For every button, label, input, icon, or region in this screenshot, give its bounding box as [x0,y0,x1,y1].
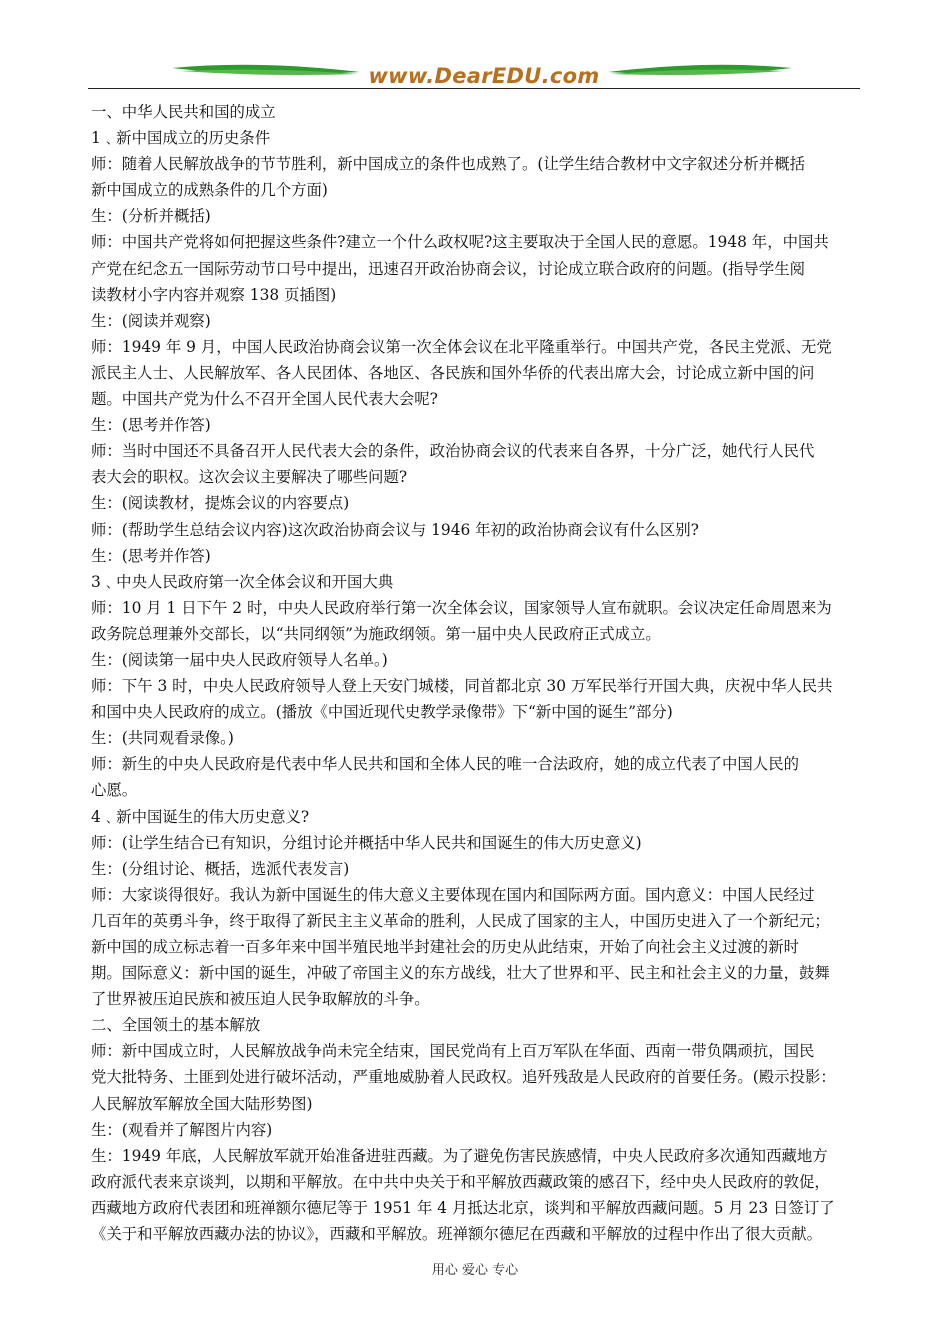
text-line: 心愿。 [91,781,138,800]
text-line: 表大会的职权。这次会议主要解决了哪些问题? [91,468,408,487]
text-line: 《关于和平解放西藏办法的协议》，西藏和平解放。班禅额尔德尼在西藏和平解放的过程中作出了很大贡献。 [91,1225,823,1244]
subheading-4: 4﹑新中国诞生的伟大历史意义? [91,807,310,826]
text-line: 生：(观看并了解图片内容) [91,1120,273,1139]
text-line: 生：(思考并作答) [91,416,211,435]
text-line: 党大批特务、土匪到处进行破坏活动，严重地威胁着人民政权。追歼残敌是人民政府的首要任务。(殿示投影： [91,1068,836,1087]
text-line: 师：随着人民解放战争的节节胜利，新中国成立的条件也成熟了。(让学生结合教材中文字叙述分析并概括 [91,155,805,174]
section-heading-2: 二、全国领土的基本解放 [91,1016,261,1035]
text-line: 派民主人士、人民解放军、各人民团体、各地区、各民族和国外华侨的代表出席大会，讨论成立新中国的问 [91,363,815,382]
text-line: 生：1949 年底，人民解放军就开始准备进驻西藏。为了避免伤害民族感情，中央人民政府多次通知西藏地方 [91,1146,828,1165]
section-heading-1: 一、中华人民共和国的成立 [91,103,276,121]
text-line: 生：(思考并作答) [91,546,211,565]
header-divider [88,88,860,89]
text-line: 读教材小字内容并观察 138 页插图) [91,285,337,304]
text-line: 几百年的英勇斗争，终于取得了新民主主义革命的胜利，人民成了国家的主人，中国历史进入了一个新纪元； [91,911,830,930]
text-line: 师：10 月 1 日下午 2 时，中央人民政府举行第一次全体会议，国家领导人宣布就职。会议决定任命周恩来为 [91,598,832,617]
text-line: 生：(分组讨论、概括，选派代表发言) [91,859,350,878]
text-line: 师：下午 3 时，中央人民政府领导人登上天安门城楼，同首都北京 30 万军民举行开国大典，庆祝中华人民共 [91,677,833,696]
document-body [91,99,863,1247]
text-line: 师：中国共产党将如何把握这些条件?建立一个什么政权呢?这主要取决于全国人民的意愿。1948 年，中国共 [91,233,829,252]
text-line: 生：(共同观看录像。) [91,729,234,748]
subheading-3: 3﹑中央人民政府第一次全体会议和开国大典 [91,572,394,591]
text-line: 政府派代表来京谈判，以期和平解放。在中共中央关于和平解放西藏政策的感召下，经中央人民政府的敦促， [91,1172,830,1191]
text-line: 期。国际意义：新中国的诞生，冲破了帝国主义的东方战线，壮大了世界和平、民主和社会主义的力量，鼓舞 [91,964,830,983]
text-line: 生：(分析并概括) [91,207,211,226]
text-line: 生：(阅读并观察) [91,311,211,330]
page-footer: 用心 爱心 专心 [431,1263,519,1278]
text-line: 师：当时中国还不具备召开人民代表大会的条件，政治协商会议的代表来自各界，十分广泛，她代行人民代 [91,442,815,461]
text-line: 题。中国共产党为什么不召开全国人民代表大会呢? [91,390,438,409]
text-line: 师：新生的中央人民政府是代表中华人民共和国和全体人民的唯一合法政府，她的成立代表了中国人民的 [91,755,799,774]
text-line: 新中国成立的成熟条件的几个方面) [91,181,328,200]
text-line: 西藏地方政府代表团和班禅额尔德尼等于 1951 年 4 月抵达北京，谈判和平解放西藏问题。5 月 23 日签订了 [91,1198,835,1217]
text-line: 生：(阅读第一届中央人民政府领导人名单。) [91,650,388,669]
text-line: 师：1949 年 9 月，中国人民政治协商会议第一次全体会议在北平隆重举行。中国共产党，各民主党派、无党 [91,337,832,356]
text-line: 师：(让学生结合已有知识，分组讨论并概括中华人民共和国诞生的伟大历史意义) [91,833,642,852]
text-line: 师：新中国成立时，人民解放战争尚未完全结束，国民党尚有上百万军队在华面、西南一带负隅顽抗，国民 [91,1042,815,1061]
text-line: 政务院总理兼外交部长，以“共同纲领”为施政纲领。第一届中央人民政府正式成立。 [91,624,661,643]
site-header-banner [88,58,860,90]
text-line: 人民解放军解放全国大陆形势图) [91,1094,313,1113]
text-line: 和国中央人民政府的成立。(播放《中国近现代史教学录像带》下“新中国的诞生”部分) [91,703,673,722]
subheading-1: 1﹑新中国成立的历史条件 [91,129,271,148]
text-line: 了世界被压迫民族和被压迫人民争取解放的斗争。 [91,990,430,1009]
site-logo-text[interactable]: www.DearEDU.com [368,64,600,88]
text-line: 师：(帮助学生总结会议内容)这次政治协商会议与 1946 年初的政治协商会议有什么区别? [91,520,699,539]
text-line: 师：大家谈得很好。我认为新中国诞生的伟大意义主要体现在国内和国际两方面。国内意义：中国人民经过 [91,885,815,904]
text-line: 新中国的成立标志着一百多年来中国半殖民地半封建社会的历史从此结束，开始了向社会主义过渡的新时 [91,938,799,956]
text-line: 生：(阅读教材，提炼会议的内容要点) [91,494,350,513]
text-line: 产党在纪念五一国际劳动节口号中提出，迅速召开政治协商会议，讨论成立联合政府的问题。(指导学生阅 [91,259,805,278]
